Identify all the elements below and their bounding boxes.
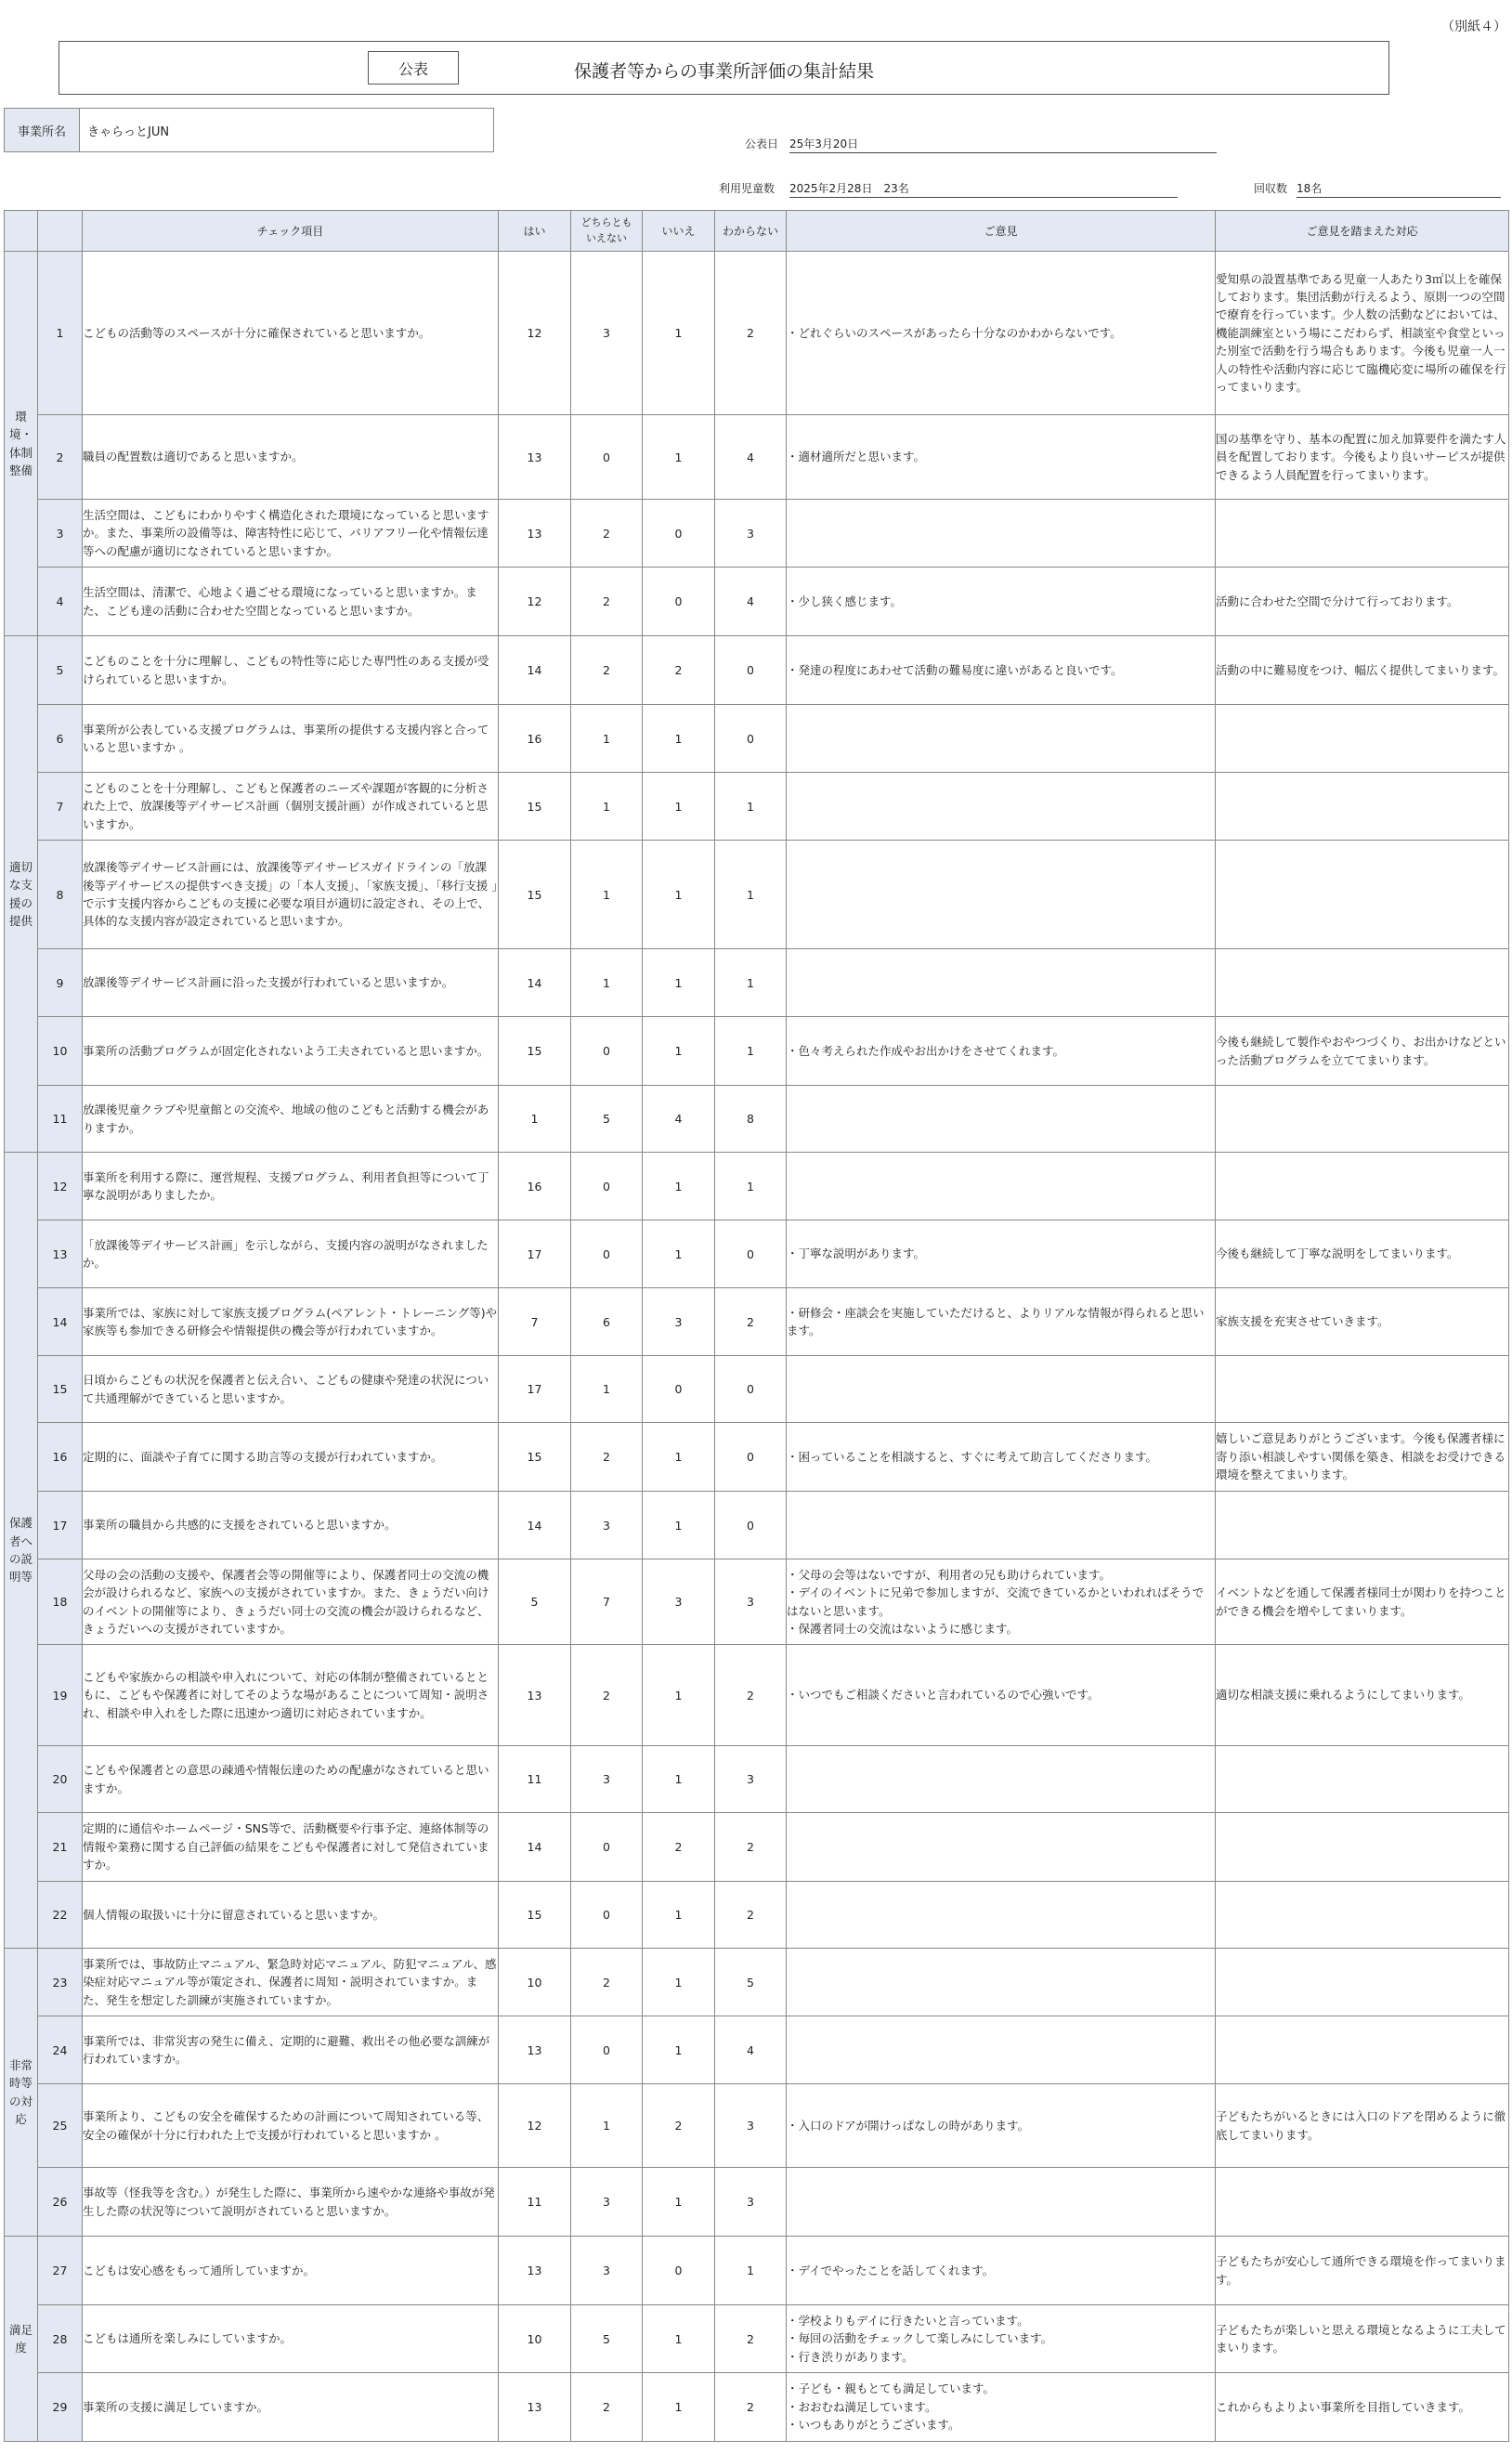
count-neutral: 2 — [571, 568, 643, 636]
header-item: チェック項目 — [83, 211, 499, 252]
count-unknown: 2 — [715, 1813, 787, 1882]
response-cell: 今後も継続して製作やおやつづくり、お出かけなどといった活動プログラムを立ててまいります。 — [1216, 1017, 1509, 1086]
count-unknown: 1 — [715, 841, 787, 949]
table-row — [5, 1086, 1509, 1153]
count-neutral: 1 — [571, 949, 643, 1017]
opinion-cell: ・適材適所だと思います。 — [787, 415, 1216, 500]
opinion-cell — [787, 1882, 1216, 1949]
check-item: 放課後等デイサービス計画には、放課後等デイサービスガイドラインの「放課後等デイサービスの提供すべき支援」の「本人支援」、「家族支援」、「移行支援 」で示す支援内容からこどもの支援に必要な項目が適切に設定され、その上で、具体的な支援内容が設定されていると思いますか。 — [83, 841, 499, 949]
count-no: 1 — [643, 252, 715, 415]
count-neutral: 3 — [571, 2237, 643, 2305]
table-header-row — [5, 211, 1509, 252]
row-number: 9 — [38, 949, 83, 1017]
children-count-label: 利用児童数 — [719, 182, 776, 195]
count-neutral: 1 — [571, 773, 643, 841]
count-neutral: 0 — [571, 1882, 643, 1949]
count-no: 1 — [643, 2305, 715, 2373]
count-neutral: 2 — [571, 636, 643, 705]
response-cell: 今後も継続して丁寧な説明をしてまいります。 — [1216, 1220, 1509, 1288]
table-row — [5, 1220, 1509, 1288]
row-number: 24 — [38, 2016, 83, 2084]
opinion-cell: ・デイでやったことを話してくれます。 — [787, 2237, 1216, 2305]
row-number: 2 — [38, 415, 83, 500]
table-row — [5, 1492, 1509, 1559]
response-cell: 家族支援を充実させていきます。 — [1216, 1288, 1509, 1356]
row-number: 22 — [38, 1882, 83, 1949]
response-cell — [1216, 841, 1509, 949]
response-cell — [1216, 1492, 1509, 1559]
count-neutral: 0 — [571, 415, 643, 500]
check-item: こどもの活動等のスペースが十分に確保されていると思いますか。 — [83, 252, 499, 415]
opinion-cell — [787, 705, 1216, 773]
collected-count-value: 18名 — [1297, 180, 1501, 198]
survey-table — [4, 210, 1509, 2442]
response-cell — [1216, 705, 1509, 773]
count-unknown: 3 — [715, 2084, 787, 2168]
check-item: 父母の会の活動の支援や、保護者会等の開催等により、保護者同士の交流の機会が設けられるなど、家族への支援がされていますか。また、きょうだい向けのイベントの開催等により、きょうだい同士の交流の機会が設けられるなど、きょうだいへの支援がされていますか。 — [83, 1559, 499, 1645]
count-neutral: 7 — [571, 1559, 643, 1645]
count-neutral: 5 — [571, 2305, 643, 2373]
table-row — [5, 1746, 1509, 1813]
response-cell: これからもよりよい事業所を目指していきます。 — [1216, 2373, 1509, 2442]
opinion-cell — [787, 1356, 1216, 1423]
table-row — [5, 252, 1509, 415]
count-neutral: 0 — [571, 1017, 643, 1086]
count-yes: 11 — [499, 1746, 571, 1813]
count-unknown: 2 — [715, 1288, 787, 1356]
response-cell: 子どもたちがいるときには入口のドアを閉めるように徹底してまいります。 — [1216, 2084, 1509, 2168]
count-unknown: 5 — [715, 1949, 787, 2016]
check-item: 「放課後等デイサービス計画」を示しながら、支援内容の説明がなされましたか。 — [83, 1220, 499, 1288]
category-cell — [5, 2237, 38, 2442]
response-cell — [1216, 773, 1509, 841]
count-yes: 10 — [499, 2305, 571, 2373]
count-yes: 12 — [499, 568, 571, 636]
facility-row — [4, 108, 494, 152]
header-category — [5, 211, 38, 252]
count-no: 1 — [643, 1949, 715, 2016]
count-yes: 14 — [499, 1492, 571, 1559]
count-neutral: 3 — [571, 2168, 643, 2237]
count-neutral: 0 — [571, 1813, 643, 1882]
opinion-cell — [787, 773, 1216, 841]
count-no: 0 — [643, 500, 715, 568]
publish-date-value: 25年3月20日 — [789, 136, 1217, 153]
table-row — [5, 2305, 1509, 2373]
response-cell — [1216, 1882, 1509, 1949]
table-row — [5, 1559, 1509, 1645]
count-yes: 1 — [499, 1086, 571, 1153]
count-neutral: 2 — [571, 500, 643, 568]
facility-label: 事業所名 — [5, 109, 80, 151]
check-item: 個人情報の取扱いに十分に留意されていると思いますか。 — [83, 1882, 499, 1949]
count-no: 1 — [643, 705, 715, 773]
count-no: 2 — [643, 636, 715, 705]
table-row — [5, 2084, 1509, 2168]
response-cell — [1216, 949, 1509, 1017]
row-number: 28 — [38, 2305, 83, 2373]
row-number: 3 — [38, 500, 83, 568]
row-number: 11 — [38, 1086, 83, 1153]
count-unknown: 4 — [715, 2016, 787, 2084]
response-cell — [1216, 1813, 1509, 1882]
opinion-cell: ・研修会・座談会を実施していただけると、よりリアルな情報が得られると思います。 — [787, 1288, 1216, 1356]
row-number: 14 — [38, 1288, 83, 1356]
table-row — [5, 1153, 1509, 1220]
opinion-cell: ・子ども・親もとても満足しています。 ・おおむね満足しています。 ・いつもありがとうございます。 — [787, 2373, 1216, 2442]
count-yes: 16 — [499, 705, 571, 773]
page-title: 保護者等からの事業所評価の集計結果 — [574, 61, 875, 82]
row-number: 19 — [38, 1645, 83, 1746]
response-cell: 活動の中に難易度をつけ、幅広く提供してまいります。 — [1216, 636, 1509, 705]
opinion-cell: ・入口のドアが開けっぱなしの時があります。 — [787, 2084, 1216, 2168]
opinion-cell — [787, 500, 1216, 568]
response-cell — [1216, 2168, 1509, 2237]
row-number: 16 — [38, 1423, 83, 1492]
count-yes: 13 — [499, 2237, 571, 2305]
count-no: 1 — [643, 1746, 715, 1813]
count-neutral: 2 — [571, 1645, 643, 1746]
table-row — [5, 1882, 1509, 1949]
publish-badge: 公表 — [368, 51, 459, 85]
check-item: 職員の配置数は適切であると思いますか。 — [83, 415, 499, 500]
table-row — [5, 841, 1509, 949]
check-item: 事故等（怪我等を含む。）が発生した際に、事業所から速やかな連絡や事故が発生した際の状況等について説明がされていると思いますか。 — [83, 2168, 499, 2237]
table-row — [5, 773, 1509, 841]
table-row — [5, 1813, 1509, 1882]
response-cell: 子どもたちが楽しいと思える環境となるように工夫してまいります。 — [1216, 2305, 1509, 2373]
response-cell: 子どもたちが安心して通所できる環境を作ってまいります。 — [1216, 2237, 1509, 2305]
count-yes: 15 — [499, 773, 571, 841]
count-no: 1 — [643, 1153, 715, 1220]
table-row — [5, 705, 1509, 773]
response-cell — [1216, 1949, 1509, 2016]
row-number: 21 — [38, 1813, 83, 1882]
row-number: 12 — [38, 1153, 83, 1220]
check-item: 定期的に、面談や子育てに関する助言等の支援が行われていますか。 — [83, 1423, 499, 1492]
row-number: 29 — [38, 2373, 83, 2442]
count-unknown: 3 — [715, 2168, 787, 2237]
count-yes: 14 — [499, 636, 571, 705]
check-item: 事業所を利用する際に、運営規程、支援プログラム、利用者負担等について丁寧な説明がありましたか。 — [83, 1153, 499, 1220]
collected-count-label: 回収数 — [1254, 182, 1288, 195]
row-number: 10 — [38, 1017, 83, 1086]
table-row — [5, 568, 1509, 636]
count-unknown: 2 — [715, 2305, 787, 2373]
opinion-cell: ・発達の程度にあわせて活動の難易度に違いがあると良いです。 — [787, 636, 1216, 705]
count-no: 0 — [643, 2237, 715, 2305]
table-row — [5, 2373, 1509, 2442]
table-row — [5, 415, 1509, 500]
opinion-cell: ・困っていることを相談すると、すぐに考えて助言してくださります。 — [787, 1423, 1216, 1492]
count-unknown: 1 — [715, 1153, 787, 1220]
count-no: 1 — [643, 2168, 715, 2237]
check-item: 生活空間は、こどもにわかりやすく構造化された環境になっていると思いますか。また、事業所の設備等は、障害特性に応じて、バリアフリー化や情報伝達等への配慮が適切になされていると思いますか。 — [83, 500, 499, 568]
check-item: 事業所の活動プログラムが固定化されないよう工夫されていると思いますか。 — [83, 1017, 499, 1086]
opinion-cell: ・学校よりもデイに行きたいと言っています。 ・毎回の活動をチェックして楽しみにしています。 ・行き渋りがあります。 — [787, 2305, 1216, 2373]
opinion-cell — [787, 2016, 1216, 2084]
count-unknown: 0 — [715, 1220, 787, 1288]
count-yes: 13 — [499, 2373, 571, 2442]
count-neutral: 0 — [571, 1153, 643, 1220]
count-no: 1 — [643, 1220, 715, 1288]
row-number: 27 — [38, 2237, 83, 2305]
count-yes: 15 — [499, 1882, 571, 1949]
count-neutral: 5 — [571, 1086, 643, 1153]
check-item: 事業所の職員から共感的に支援をされていると思いますか。 — [83, 1492, 499, 1559]
check-item: こどもや家族からの相談や申入れについて、対応の体制が整備されているとともに、こどもや保護者に対してそのような場があることについて周知・説明され、相談や申入れをした際に迅速かつ適切に対応されていますか。 — [83, 1645, 499, 1746]
count-unknown: 0 — [715, 705, 787, 773]
count-no: 1 — [643, 949, 715, 1017]
category-cell — [5, 1153, 38, 1949]
count-yes: 14 — [499, 949, 571, 1017]
count-yes: 12 — [499, 2084, 571, 2168]
response-cell — [1216, 1356, 1509, 1423]
count-neutral: 1 — [571, 841, 643, 949]
category-label: 環 境・ 体制 整備 — [8, 409, 33, 477]
count-yes: 15 — [499, 841, 571, 949]
check-item: 放課後等デイサービス計画に沿った支援が行われていると思いますか。 — [83, 949, 499, 1017]
opinion-cell — [787, 1746, 1216, 1813]
count-neutral: 2 — [571, 2373, 643, 2442]
table-row — [5, 636, 1509, 705]
response-cell: 適切な相談支援に乗れるようにしてまいります。 — [1216, 1645, 1509, 1746]
check-item: 日頃からこどもの状況を保護者と伝え合い、こどもの健康や発達の状況について共通理解ができていると思いますか。 — [83, 1356, 499, 1423]
category-label: 保護 者へ の説 明等 — [8, 1516, 33, 1585]
count-unknown: 1 — [715, 1017, 787, 1086]
count-yes: 13 — [499, 2016, 571, 2084]
header-opinion: ご意見 — [787, 211, 1216, 252]
count-no: 1 — [643, 773, 715, 841]
check-item: こどもは安心感をもって通所していますか。 — [83, 2237, 499, 2305]
row-number: 4 — [38, 568, 83, 636]
response-cell: 愛知県の設置基準である児童一人あたり3㎡以上を確保しております。集団活動が行えるよう、原則一つの空間で療育を行っています。少人数の活動などにおいては、機能訓練室という場にこだわらず、相談室や食堂といった別室で活動を行う場合もあります。今後も児童一人一人の特性や活動内容に応じて臨機応変に場所の確保を行ってまいります。 — [1216, 252, 1509, 415]
count-unknown: 1 — [715, 773, 787, 841]
header-response: ご意見を踏まえた対応 — [1216, 211, 1509, 252]
count-unknown: 0 — [715, 1356, 787, 1423]
category-label: 満足 度 — [8, 2322, 33, 2355]
check-item: 事業所では、非常災害の発生に備え、定期的に避難、救出その他必要な訓練が行われていますか。 — [83, 2016, 499, 2084]
response-cell — [1216, 500, 1509, 568]
count-unknown: 0 — [715, 1423, 787, 1492]
count-no: 2 — [643, 1813, 715, 1882]
count-unknown: 2 — [715, 1882, 787, 1949]
row-number: 25 — [38, 2084, 83, 2168]
count-unknown: 3 — [715, 500, 787, 568]
opinion-cell — [787, 1086, 1216, 1153]
check-item: こどもは通所を楽しみにしていますか。 — [83, 2305, 499, 2373]
response-cell — [1216, 1153, 1509, 1220]
facility-name: きゃらっとJUN — [87, 125, 170, 139]
count-unknown: 2 — [715, 2373, 787, 2442]
count-no: 3 — [643, 1288, 715, 1356]
count-no: 1 — [643, 1017, 715, 1086]
count-neutral: 1 — [571, 705, 643, 773]
count-neutral: 3 — [571, 1492, 643, 1559]
count-unknown: 3 — [715, 1746, 787, 1813]
table-row — [5, 1423, 1509, 1492]
opinion-cell — [787, 1949, 1216, 2016]
children-count-date: 2025年2月28日 — [789, 182, 873, 195]
count-neutral: 0 — [571, 1220, 643, 1288]
count-yes: 10 — [499, 1949, 571, 2016]
row-number: 7 — [38, 773, 83, 841]
row-number: 20 — [38, 1746, 83, 1813]
row-number: 15 — [38, 1356, 83, 1423]
opinion-cell: ・どれぐらいのスペースがあったら十分なのかわからないです。 — [787, 252, 1216, 415]
count-unknown: 1 — [715, 2237, 787, 2305]
count-unknown: 2 — [715, 252, 787, 415]
table-row — [5, 500, 1509, 568]
opinion-cell: ・色々考えられた作成やお出かけをさせてくれます。 — [787, 1017, 1216, 1086]
count-unknown: 2 — [715, 1645, 787, 1746]
children-count-value — [789, 180, 1178, 198]
count-yes: 5 — [499, 1559, 571, 1645]
opinion-cell — [787, 1813, 1216, 1882]
count-unknown: 3 — [715, 1559, 787, 1645]
opinion-cell: ・父母の会等はないですが、利用者の兄も助けられています。 ・デイのイベントに兄弟で参加しますが、交流できているかといわれればそうではないと思います。 ・保護者同士の交流はないように感じます。 — [787, 1559, 1216, 1645]
table-row — [5, 1949, 1509, 2016]
count-yes: 15 — [499, 1423, 571, 1492]
row-number: 1 — [38, 252, 83, 415]
count-unknown: 4 — [715, 568, 787, 636]
check-item: 定期的に通信やホームページ・SNS等で、活動概要や行事予定、連絡体制等の情報や業務に関する自己評価の結果をこどもや保護者に対して発信されていますか。 — [83, 1813, 499, 1882]
row-number: 8 — [38, 841, 83, 949]
count-no: 4 — [643, 1086, 715, 1153]
count-no: 1 — [643, 1882, 715, 1949]
count-unknown: 1 — [715, 949, 787, 1017]
count-yes: 11 — [499, 2168, 571, 2237]
count-neutral: 0 — [571, 2016, 643, 2084]
count-no: 1 — [643, 841, 715, 949]
count-no: 1 — [643, 1423, 715, 1492]
count-yes: 7 — [499, 1288, 571, 1356]
table-row — [5, 2168, 1509, 2237]
count-yes: 14 — [499, 1813, 571, 1882]
row-number: 6 — [38, 705, 83, 773]
count-yes: 17 — [499, 1356, 571, 1423]
count-yes: 16 — [499, 1153, 571, 1220]
annex-label: （別紙４） — [1441, 20, 1506, 34]
table-row — [5, 1288, 1509, 1356]
check-item: 事業所では、事故防止マニュアル、緊急時対応マニュアル、防犯マニュアル、感染症対応マニュアル等が策定され、保護者に周知・説明されていますか。また、発生を想定した訓練が実施されていますか。 — [83, 1949, 499, 2016]
count-neutral: 1 — [571, 2084, 643, 2168]
row-number: 26 — [38, 2168, 83, 2237]
row-number: 18 — [38, 1559, 83, 1645]
opinion-cell — [787, 1153, 1216, 1220]
publish-date-label: 公表日 — [745, 137, 779, 150]
response-cell — [1216, 2016, 1509, 2084]
count-no: 3 — [643, 1559, 715, 1645]
check-item: 事業所では、家族に対して家族支援プログラム(ペアレント・トレーニング等)や家族等も参加できる研修会や情報提供の機会等が行われていますか。 — [83, 1288, 499, 1356]
count-neutral: 2 — [571, 1423, 643, 1492]
header-neutral: どちらとも いえない — [571, 211, 643, 252]
count-neutral: 2 — [571, 1949, 643, 2016]
response-cell: 国の基準を守り、基本の配置に加え加算要件を満たす人員を配置しております。今後もより良いサービスが提供できるよう人員配置を行ってまいります。 — [1216, 415, 1509, 500]
check-item: 生活空間は、清潔で、心地よく過ごせる環境になっていると思いますか。また、こども達の活動に合わせた空間となっていると思いますか。 — [83, 568, 499, 636]
table-row — [5, 949, 1509, 1017]
count-no: 2 — [643, 2084, 715, 2168]
row-number: 23 — [38, 1949, 83, 2016]
count-no: 1 — [643, 1645, 715, 1746]
check-item: こどもや保護者との意思の疎通や情報伝達のための配慮がなされていると思いますか。 — [83, 1746, 499, 1813]
count-unknown: 0 — [715, 636, 787, 705]
check-item: こどものことを十分理解し、こどもと保護者のニーズや課題が客観的に分析された上で、放課後等デイサービス計画（個別支援計画）が作成されていると思いますか。 — [83, 773, 499, 841]
category-label: 適切 な支 援の 提供 — [8, 859, 33, 928]
header-no: いいえ — [643, 211, 715, 252]
table-row — [5, 1645, 1509, 1746]
row-number: 5 — [38, 636, 83, 705]
count-no: 0 — [643, 568, 715, 636]
count-unknown: 0 — [715, 1492, 787, 1559]
count-yes: 12 — [499, 252, 571, 415]
opinion-cell: ・丁寧な説明があります。 — [787, 1220, 1216, 1288]
header-unknown: わからない — [715, 211, 787, 252]
check-item: 事業所より、こどもの安全を確保するための計画について周知されている等、安全の確保が十分に行われた上で支援が行われていると思いますか 。 — [83, 2084, 499, 2168]
count-yes: 13 — [499, 500, 571, 568]
count-yes: 13 — [499, 1645, 571, 1746]
category-cell — [5, 636, 38, 1153]
response-cell: 活動に合わせた空間で分けて行っております。 — [1216, 568, 1509, 636]
count-no: 1 — [643, 415, 715, 500]
check-item: 事業所が公表している支援プログラムは、事業所の提供する支援内容と合っていると思いますか 。 — [83, 705, 499, 773]
opinion-cell — [787, 2168, 1216, 2237]
response-cell — [1216, 1746, 1509, 1813]
response-cell: 嬉しいご意見ありがとうございます。今後も保護者様に寄り添い相談しやすい関係を築き、相談をお受けできる環境を整えてまいります。 — [1216, 1423, 1509, 1492]
count-neutral: 6 — [571, 1288, 643, 1356]
count-yes: 17 — [499, 1220, 571, 1288]
table-row — [5, 1356, 1509, 1423]
opinion-cell: ・少し狭く感じます。 — [787, 568, 1216, 636]
count-no: 1 — [643, 2373, 715, 2442]
response-cell: イベントなどを通して保護者様同士が関わりを持つことができる機会を増やしてまいります。 — [1216, 1559, 1509, 1645]
count-neutral: 1 — [571, 1356, 643, 1423]
category-cell — [5, 1949, 38, 2237]
response-cell — [1216, 1086, 1509, 1153]
count-neutral: 3 — [571, 252, 643, 415]
opinion-cell — [787, 1492, 1216, 1559]
count-unknown: 8 — [715, 1086, 787, 1153]
count-neutral: 3 — [571, 1746, 643, 1813]
category-label: 非常 時等 の対 応 — [8, 2057, 33, 2126]
opinion-cell — [787, 949, 1216, 1017]
count-no: 1 — [643, 1492, 715, 1559]
header-yes: はい — [499, 211, 571, 252]
opinion-cell — [787, 841, 1216, 949]
header-number — [38, 211, 83, 252]
opinion-cell: ・いつでもご相談くださいと言われているので心強いです。 — [787, 1645, 1216, 1746]
table-row — [5, 2016, 1509, 2084]
row-number: 17 — [38, 1492, 83, 1559]
category-cell — [5, 252, 38, 636]
count-no: 1 — [643, 2016, 715, 2084]
table-row — [5, 2237, 1509, 2305]
row-number: 13 — [38, 1220, 83, 1288]
count-yes: 13 — [499, 415, 571, 500]
check-item: 放課後児童クラブや児童館との交流や、地域の他のこどもと活動する機会がありますか。 — [83, 1086, 499, 1153]
children-count-number: 23名 — [883, 182, 909, 195]
count-unknown: 4 — [715, 415, 787, 500]
table-row — [5, 1017, 1509, 1086]
count-yes: 15 — [499, 1017, 571, 1086]
check-item: こどものことを十分に理解し、こどもの特性等に応じた専門性のある支援が受けられていると思いますか。 — [83, 636, 499, 705]
check-item: 事業所の支援に満足していますか。 — [83, 2373, 499, 2442]
count-no: 0 — [643, 1356, 715, 1423]
